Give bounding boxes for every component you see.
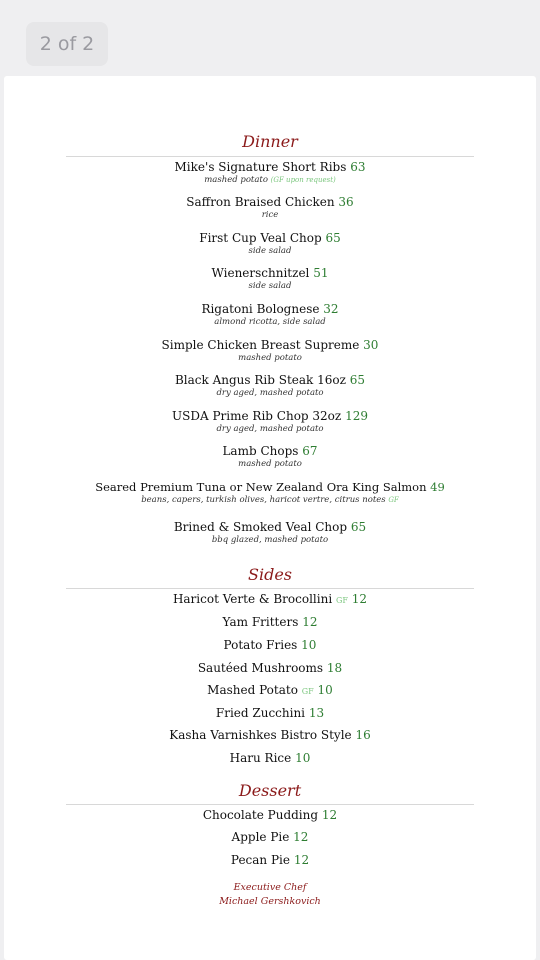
item-price: 18	[326, 661, 343, 675]
item-name: Black Angus Rib Steak 16oz	[174, 373, 346, 387]
page-counter-badge: 2 of 2	[26, 22, 108, 66]
item-price: 67	[302, 444, 318, 458]
item-name: Wienerschnitzel	[211, 266, 310, 280]
item-price: 10	[301, 638, 317, 652]
menu-item	[4, 338, 536, 363]
chef-title: Executive Chef	[233, 882, 307, 893]
item-description: side salad	[248, 246, 292, 256]
item-price: 32	[323, 302, 339, 316]
menu-item	[4, 661, 536, 675]
menu-item	[4, 615, 536, 629]
item-description: dry aged, mashed potato	[216, 388, 324, 398]
menu-item	[4, 751, 536, 765]
menu-item	[4, 266, 536, 291]
item-price: 12	[351, 592, 368, 606]
item-price: 51	[313, 266, 329, 280]
item-price: 65	[350, 520, 367, 534]
menu-item	[4, 444, 536, 469]
item-description: rice	[261, 210, 279, 220]
item-price: 16	[355, 728, 371, 742]
item-note: (GF upon request)	[270, 176, 336, 184]
item-name: Apple Pie	[231, 830, 290, 844]
item-price: 63	[350, 160, 366, 174]
menu-item	[4, 706, 536, 720]
item-price: 129	[345, 409, 368, 423]
menu-item	[4, 160, 536, 185]
item-name: Pecan Pie	[230, 853, 290, 867]
item-name: Lamb Chops	[222, 444, 299, 458]
menu-item	[4, 638, 536, 652]
section-divider	[66, 804, 474, 805]
item-price: 30	[363, 338, 379, 352]
item-description: mashed potato	[204, 175, 268, 185]
menu-item	[4, 195, 536, 220]
menu-item	[4, 520, 536, 545]
menu-item	[4, 830, 536, 844]
dessert-heading: Dessert	[238, 781, 302, 800]
section-divider	[66, 588, 474, 589]
top-bar	[0, 0, 540, 72]
item-name: Yam Fritters	[222, 615, 299, 629]
menu-item	[4, 853, 536, 867]
item-name: Mashed Potato	[207, 683, 298, 697]
item-name: First Cup Veal Chop	[199, 231, 322, 245]
dinner-heading: Dinner	[242, 132, 298, 151]
item-name: Rigatoni Bolognese	[201, 302, 320, 316]
menu-item	[4, 592, 536, 606]
item-price: 12	[293, 830, 309, 844]
item-description: mashed potato	[238, 459, 302, 469]
chef-name: Michael Gershkovich	[219, 896, 321, 907]
item-description: dry aged, mashed potato	[216, 424, 324, 434]
item-price: 13	[308, 706, 325, 720]
item-price: 12	[321, 808, 338, 822]
menu-item	[4, 409, 536, 434]
item-name: Haricot Verte & Brocollini	[172, 592, 333, 606]
item-price: 36	[338, 195, 354, 209]
menu-item	[4, 302, 536, 327]
menu-item	[4, 728, 536, 742]
item-description: beans, capers, turkish olives, haricot vertre, citrus notes	[141, 495, 386, 505]
item-note: GF	[388, 496, 399, 504]
item-description: bbq glazed, mashed potato	[211, 535, 329, 545]
item-price: 12	[293, 853, 310, 867]
menu-item	[4, 373, 536, 398]
item-name: Seared Premium Tuna or New Zealand Ora King Salmon	[95, 480, 427, 494]
item-price: 49	[430, 480, 445, 494]
item-name: Haru Rice	[229, 751, 292, 765]
item-name: Sautéed Mushrooms	[197, 661, 324, 675]
menu-item	[4, 808, 536, 822]
menu-item	[4, 480, 536, 505]
item-price: 12	[302, 615, 318, 629]
item-price: 10	[295, 751, 311, 765]
menu-item	[4, 231, 536, 256]
item-price: 65	[325, 231, 341, 245]
item-name: USDA Prime Rib Chop 32oz	[172, 409, 342, 423]
menu-item	[4, 683, 536, 697]
item-name: Chocolate Pudding	[202, 808, 319, 822]
item-name: Simple Chicken Breast Supreme	[161, 338, 360, 352]
item-name: Mike's Signature Short Ribs	[174, 160, 347, 174]
item-price: 10	[317, 683, 333, 697]
item-description: mashed potato	[238, 353, 302, 363]
item-description: almond ricotta, side salad	[214, 317, 326, 327]
section-divider	[66, 156, 474, 157]
sides-heading: Sides	[248, 565, 292, 584]
gf-tag: GF	[335, 596, 348, 605]
item-name: Brined & Smoked Veal Chop	[173, 520, 348, 534]
gf-tag: GF	[301, 687, 314, 696]
menu-page	[4, 76, 536, 960]
item-description: side salad	[248, 281, 292, 291]
item-name: Kasha Varnishkes Bistro Style	[169, 728, 352, 742]
item-name: Saffron Braised Chicken	[186, 195, 335, 209]
item-name: Fried Zucchini	[215, 706, 306, 720]
item-price: 65	[349, 373, 366, 387]
item-name: Potato Fries	[223, 638, 298, 652]
